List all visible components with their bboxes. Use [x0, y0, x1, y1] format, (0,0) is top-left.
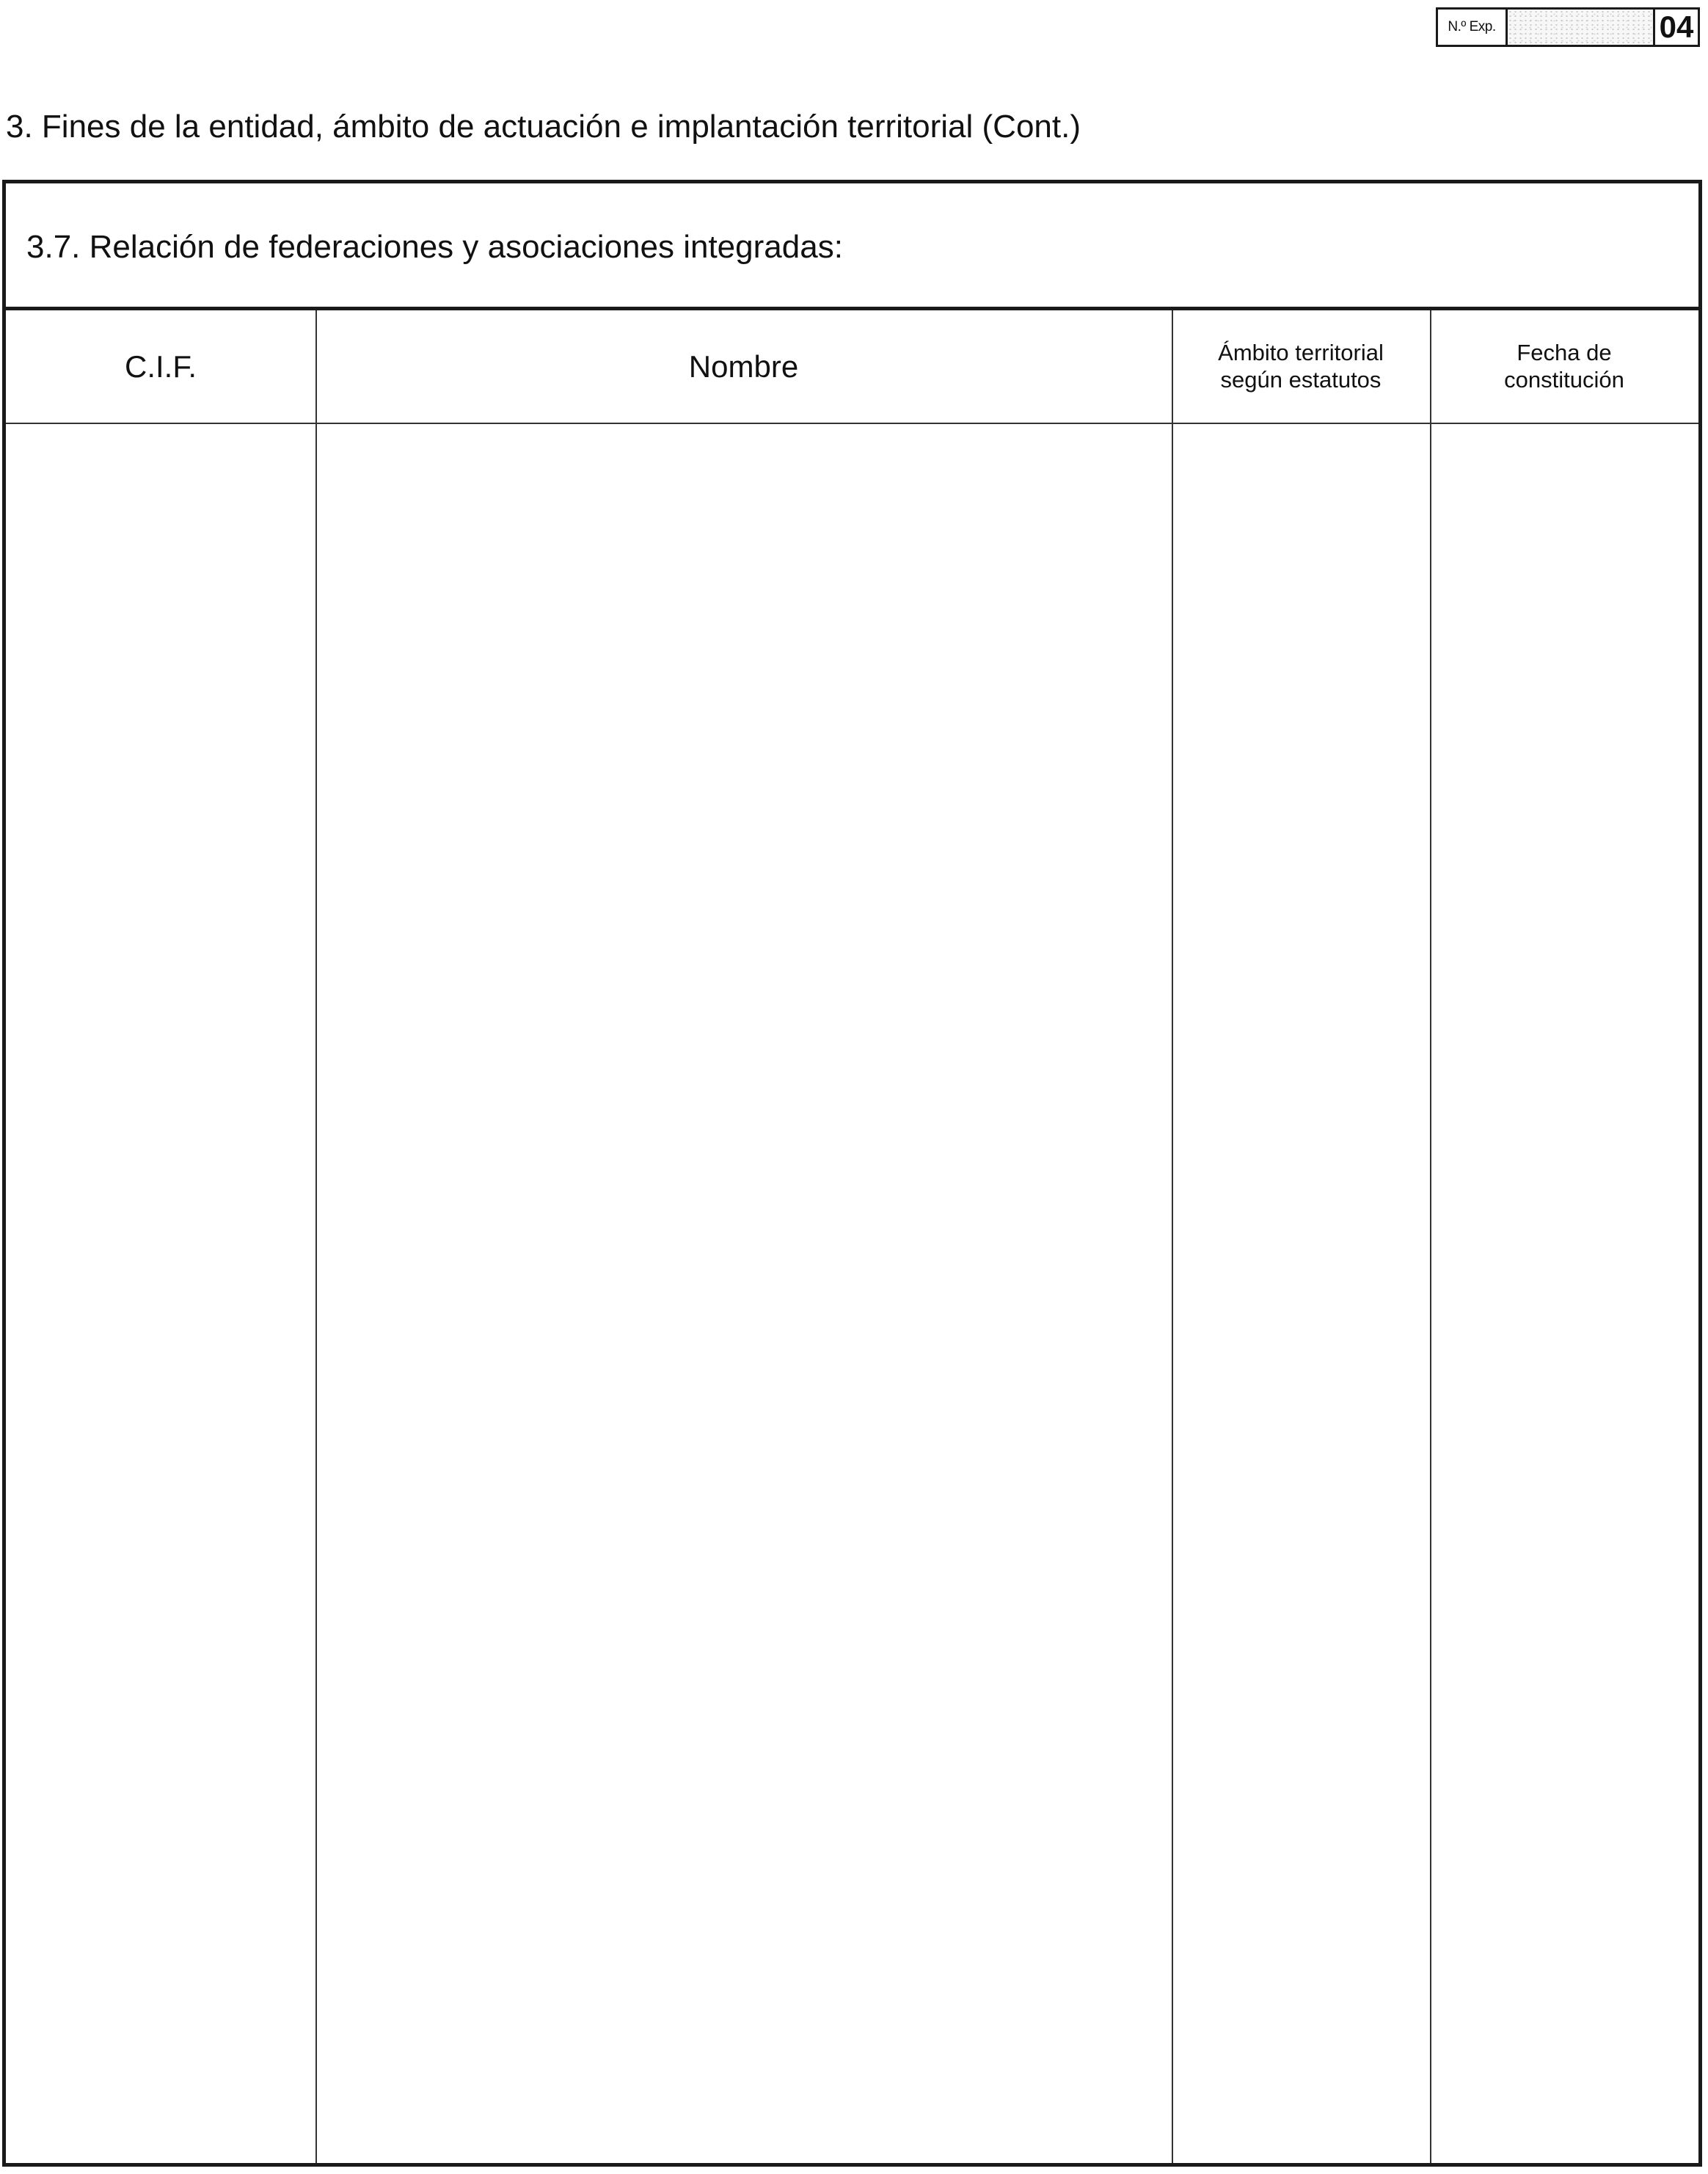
column-header-fecha-line1: Fecha de	[1517, 340, 1612, 366]
subsection-row	[6, 183, 1698, 310]
entry-cell-ambito[interactable]	[1173, 424, 1428, 2163]
federations-table	[6, 310, 1698, 2163]
form-code: 04	[1659, 10, 1694, 44]
column-header-fecha-line2: constitución	[1504, 366, 1624, 393]
column-header-nombre	[315, 310, 1172, 423]
expediente-box	[1436, 7, 1700, 47]
column-header-ambito	[1172, 310, 1430, 423]
section-title: 3. Fines de la entidad, ámbito de actuación e implantación territorial (Cont.)	[6, 109, 1081, 145]
table-header-row	[6, 310, 1698, 424]
column-header-fecha	[1430, 310, 1698, 423]
entry-cell-nombre[interactable]	[317, 424, 1170, 2163]
form-frame	[2, 180, 1702, 2167]
subsection-title: 3.7. Relación de federaciones y asociaciones integradas:	[26, 229, 843, 265]
column-header-cif-label: C.I.F.	[124, 349, 197, 384]
column-header-nombre-label: Nombre	[688, 349, 799, 384]
entry-cell-cif[interactable]	[6, 424, 314, 2163]
expediente-label: N.º Exp.	[1438, 10, 1508, 45]
expediente-number-field[interactable]	[1508, 10, 1655, 45]
column-header-ambito-line1: Ámbito territorial	[1218, 340, 1384, 366]
entry-cell-fecha[interactable]	[1431, 424, 1698, 2163]
column-header-cif	[6, 310, 315, 423]
column-header-ambito-line2: según estatutos	[1220, 366, 1382, 393]
